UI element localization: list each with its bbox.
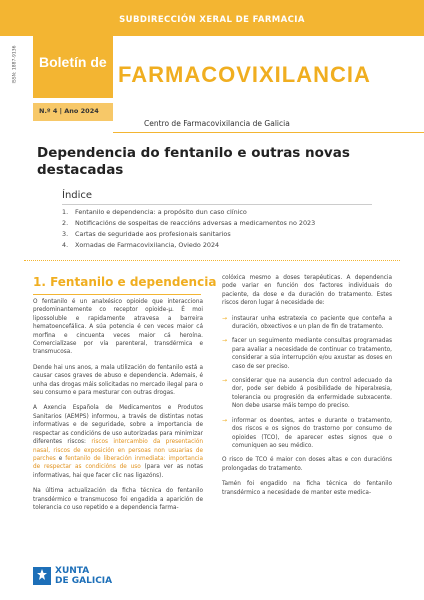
logo-line1: XUNTA: [55, 566, 90, 576]
arrow-right-icon: →: [222, 314, 228, 322]
boletin-label: Boletín de: [39, 54, 107, 70]
section-heading: 1. Fentanilo e dependencia: [33, 275, 217, 289]
xunta-logo: [33, 564, 143, 594]
left-column: [33, 298, 203, 519]
paragraph: O fentanilo é un analxésico opioide que interacciona predominantemente co receptor opioide-μ. É moi lipossoluble e rapidamente atravesa a barreira hematoencefálica. A súa potencia é cen veces maior cá morfina e cincuenta veces maior cá heroína. Comercialízase por vía parenteral, transdérmica e transmucosa.: [33, 299, 203, 356]
centre-label: Centro de Farmacovixilancia de Galicia: [144, 119, 290, 128]
paragraph: Tamén foi engadido na ficha técnica do fentanilo transdérmico a necesidade de manter este medica-: [222, 481, 392, 496]
issue-box: [33, 103, 113, 121]
issn-label: ISSN: 1887-9136: [12, 45, 18, 84]
arrow-right-icon: →: [222, 337, 228, 345]
bulletin-title: FARMACOVIXILANCIA: [118, 62, 371, 87]
index-list: [62, 207, 315, 251]
paragraph: O risco de TCO é maior con doses altas e con duracións prolongadas do tratamento.: [222, 457, 392, 472]
header-bar: [0, 0, 424, 36]
issue-label: N.º 4 | Ano 2024: [39, 107, 99, 115]
index-item[interactable]: 4. Xornadas de Farmacovixilancia, Oviedo 2024: [62, 241, 220, 249]
section-underline: [33, 294, 201, 295]
index-item[interactable]: 3. Cartas de seguridade aos profesionais sanitarios: [62, 230, 231, 238]
paragraph: A Axencia Española de Medicamentos e Produtos Sanitarios (AEMPS) informou, a través de distintas notas informativas e de seguridade, sobre a importancia de respectar as condicións de uso autorizadas para minimizar diferentes riscos: riscos intercambio da presentación nasal, riscos de exposición en persoas non usuarias de parches e fentanilo de liberación inmediata: importancia de respectar as condicións de uso (para ver as notas informativas, hai que facer clic nas ligazóns).: [33, 405, 203, 479]
paragraph: Dende hai uns anos, a mala utilización do fentanilo está a causar casos graves de abuso e dependencia. Ademais, é unha das drogas máis solicitadas no mercado ilegal para o seu consumo e para mesturar con outras drogas.: [33, 364, 203, 397]
paragraph: colóxica mesmo a doses terapéuticas. A dependencia pode variar en función dos factores individuais do paciente, da dose e da duración do tratamento. Estes riscos deron lugar á necesidade de:: [222, 275, 392, 307]
header-divider: [113, 132, 424, 133]
index-item[interactable]: 1. Fentanilo e dependencia: a propósito dun caso clínico: [62, 208, 247, 216]
section-separator: [24, 260, 400, 261]
index-item[interactable]: 2. Notificacións de sospeitas de reaccións adversas a medicamentos no 2023: [62, 219, 316, 227]
arrow-right-icon: →: [222, 377, 228, 385]
paragraph: Na última actualización da ficha técnica do fentanilo transdérmico e transmucoso foi engadida a aparición de tolerancia co uso repetido e a dependencia farma-: [33, 488, 203, 511]
logo-line2: DE GALICIA: [55, 576, 113, 586]
xunta-logo-icon: [33, 567, 51, 585]
arrow-right-icon: →: [222, 416, 228, 424]
bullet-item: → informar os doentes, antes e durante o tratamento, dos riscos e os signos do trastorno por consumo de opioides (TCO), de aparecer estes signos que o comuniquen ao seu médico.: [222, 416, 392, 449]
bullet-item: → facer un seguimento mediante consultas programadas para avaliar a necesidade de continuar co tratamento, considerar a súa interrupción e/ou axustar as doses en caso de ser preciso.: [222, 337, 392, 370]
bullet-item: → instaurar unha estratexia co paciente que conteña a duración, obxectivos e un plan de fin de tratamento.: [222, 314, 392, 331]
boletin-box: [33, 36, 113, 98]
right-column: [222, 274, 392, 504]
link-nasal-risks[interactable]: riscos intercambio da presentación nasal, riscos de exposición en persoas non usuarias de parches: [33, 439, 203, 462]
document-title: Dependencia do fentanilo e outras novas destacadas: [37, 145, 350, 178]
index-heading: Índice: [62, 190, 93, 201]
subdirection-label: SUBDIRECCIÓN XERAL DE FARMACIA: [119, 15, 305, 25]
index-divider: [62, 204, 372, 205]
link-immediate-release[interactable]: fentanilo de liberación inmediata: importancia de respectar as condicións de uso: [33, 455, 203, 471]
bullet-item: → considerar que na ausencia dun control adecuado da dor, pode ser debido á posibilidade de hiperalxesia, tolerancia ou progresión da enfermidade subxacente. Non debe usarse máis tempo do preciso.: [222, 377, 392, 410]
